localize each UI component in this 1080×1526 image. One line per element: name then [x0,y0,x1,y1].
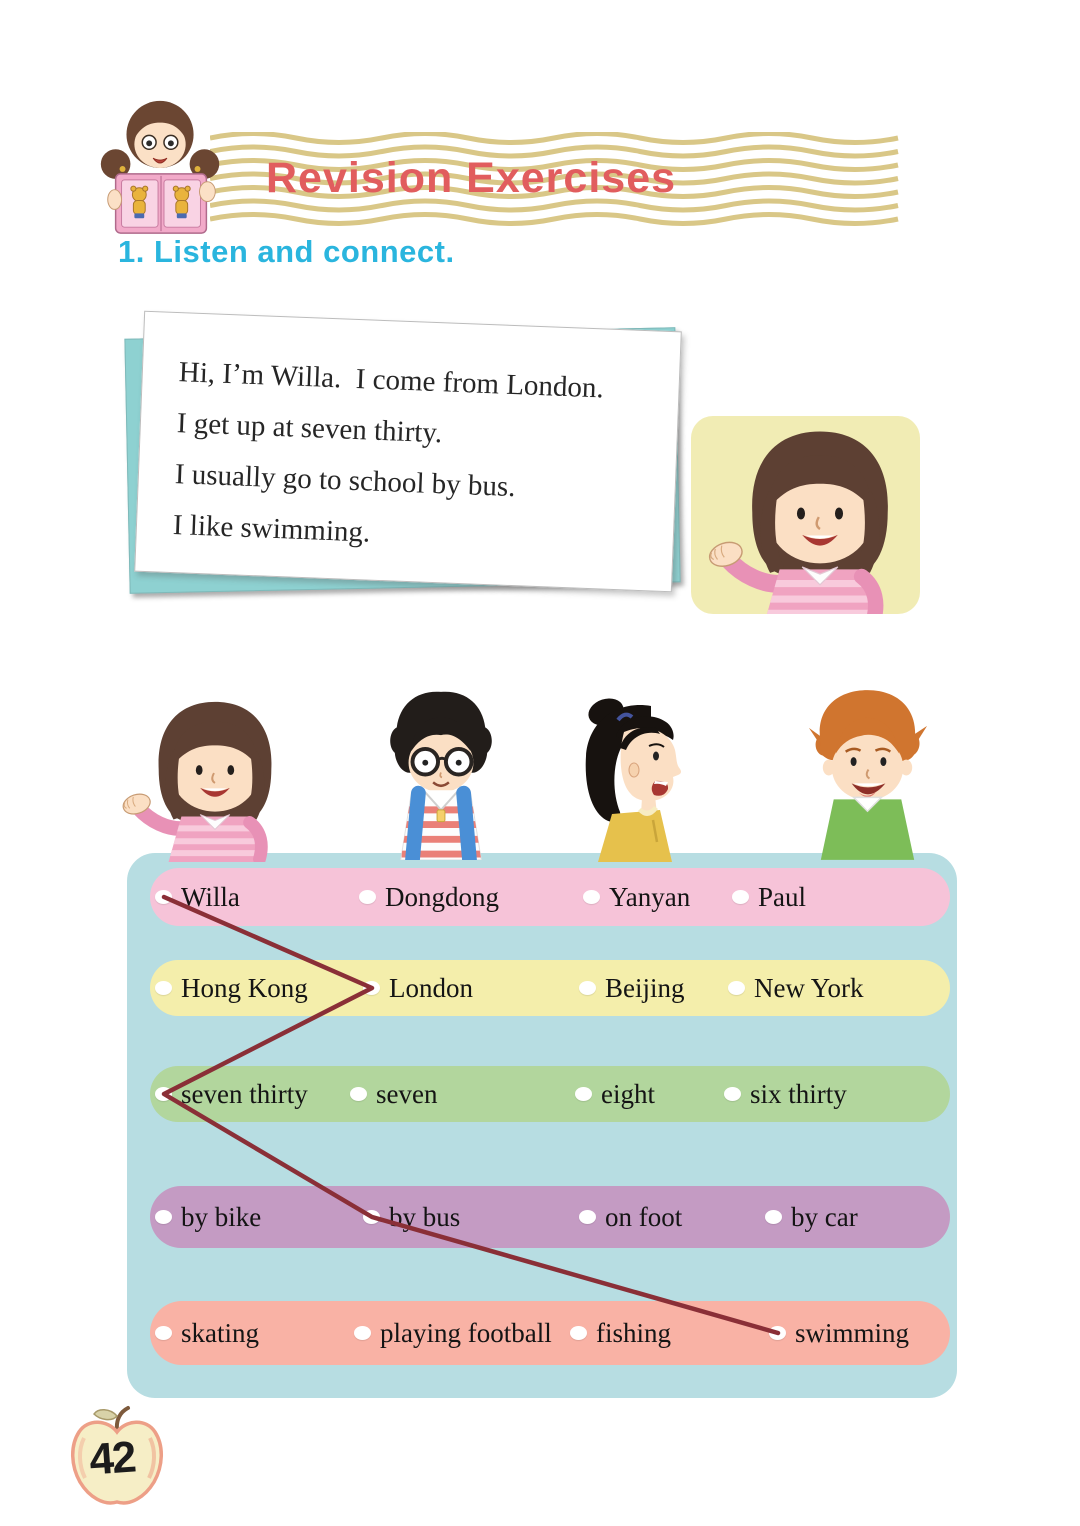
connector-dot[interactable] [732,890,749,904]
match-option [350,1078,437,1110]
match-option [354,1317,552,1349]
connector-dot[interactable] [583,890,600,904]
match-option-label: Yanyan [609,882,691,912]
card-line: I usually go to school by bus. [174,458,517,504]
match-option-label: six thirty [750,1079,847,1109]
willa-avatar [116,694,314,862]
match-option [769,1317,909,1349]
match-option-label: skating [181,1318,259,1348]
match-option [575,1078,655,1110]
willa-girl-icon [701,422,920,614]
connector-dot[interactable] [155,1087,172,1101]
girl-reading-book-icon [88,92,236,242]
title-banner [210,132,902,232]
match-option [765,1201,858,1233]
match-option [155,1078,308,1110]
match-option [155,1317,259,1349]
connector-dot[interactable] [570,1326,587,1340]
match-row-names [150,868,950,926]
match-row-hobbies [150,1301,950,1365]
card-line: I get up at seven thirty. [176,407,443,450]
match-option-label: Beijing [605,973,685,1003]
match-option [732,881,806,913]
match-option [155,881,240,913]
match-option [155,1201,261,1233]
connector-dot[interactable] [724,1087,741,1101]
page-number: 42 [87,1432,137,1485]
match-option-label: seven thirty [181,1079,308,1109]
section-heading: 1. Listen and connect. [118,234,455,269]
connector-dot[interactable] [579,981,596,995]
connector-dot[interactable] [769,1326,786,1340]
connector-dot[interactable] [575,1087,592,1101]
match-option-label: New York [754,973,864,1003]
connector-dot[interactable] [350,1087,367,1101]
match-option-label: by bus [389,1202,461,1232]
paul-avatar [796,686,940,860]
match-option-label: swimming [795,1318,910,1348]
match-option [570,1317,671,1349]
page-title: Revision Exercises [266,154,677,202]
match-option [155,972,308,1004]
connector-dot[interactable] [765,1210,782,1224]
match-option-label: London [389,973,473,1003]
match-option-label: on foot [605,1202,683,1232]
match-option-label: Willa [181,882,240,912]
match-panel [127,853,957,1398]
match-option [363,1201,460,1233]
connector-dot[interactable] [354,1326,371,1340]
yanyan-avatar [556,692,706,862]
connector-dot[interactable] [359,890,376,904]
connector-dot[interactable] [363,981,380,995]
connector-dot[interactable] [155,1210,172,1224]
match-rows [127,853,957,1398]
match-option-label: by bike [181,1202,262,1232]
match-option-label: eight [601,1079,655,1109]
match-row-transport [150,1186,950,1248]
speech-card [134,311,682,592]
match-row-cities [150,960,950,1016]
connector-dot[interactable] [579,1210,596,1224]
match-row-times [150,1066,950,1122]
connector-dot[interactable] [155,1326,172,1340]
match-option-label: seven [376,1079,438,1109]
connector-dot[interactable] [728,981,745,995]
connector-dot[interactable] [155,890,172,904]
match-option-label: Paul [758,882,807,912]
connector-dot[interactable] [155,981,172,995]
dongdong-avatar [372,688,510,860]
card-line: I like swimming. [172,509,371,549]
match-option [579,972,685,1004]
match-option [583,881,690,913]
match-option [728,972,864,1004]
match-option [359,881,499,913]
card-line: Hi, I’m Willa. I come from London. [178,356,605,405]
match-option-label: by car [791,1202,858,1232]
match-option [579,1201,682,1233]
speaker-box [691,416,920,614]
match-option [724,1078,847,1110]
match-option-label: fishing [596,1318,672,1348]
match-option-label: Hong Kong [181,973,308,1003]
match-option-label: playing football [380,1318,552,1348]
connector-dot[interactable] [363,1210,380,1224]
match-option-label: Dongdong [385,882,499,912]
match-option [363,972,473,1004]
apple-page-badge-icon [62,1402,172,1514]
